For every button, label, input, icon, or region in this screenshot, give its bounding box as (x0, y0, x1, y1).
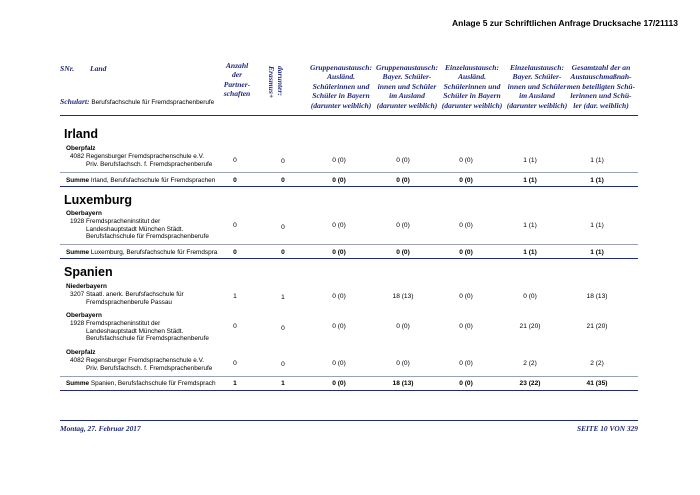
col-erasmus-l1: darunter: (276, 66, 285, 96)
col-partner-l2: der (231, 70, 243, 80)
sum-einzel-bayer: 23 (22) (519, 380, 541, 387)
school-name-line1: 4082 Regensburger Fremdsprachenschule e.V. (70, 357, 205, 364)
col-gs-l5: ler (dar. weiblich) (573, 100, 629, 110)
col-partner-l1: Anzahl (225, 61, 249, 70)
school-entry (70, 320, 209, 343)
school-entry (70, 218, 209, 241)
value-gruppen-auslaend: 0 (0) (332, 222, 346, 229)
sum-einzel-auslaend: 0 (0) (459, 380, 473, 387)
school-name-line3: Berufsfachschule für Fremdsprachenberufe (86, 335, 209, 343)
col-schulart (60, 97, 214, 106)
col-partner-l3: Partner- (223, 79, 251, 89)
value-gesamt: 1 (1) (590, 222, 604, 229)
value-partner: 1 (233, 293, 237, 300)
col-erasmus (266, 66, 285, 110)
col-gruppen-auslaend (304, 63, 378, 110)
school-name-line2: Priv. Berufsfachsch. f. Fremdsprachenberufe (86, 364, 213, 372)
sum-gruppen-auslaend: 0 (0) (332, 249, 346, 256)
footer-rule (60, 420, 638, 421)
col-partner (218, 61, 256, 99)
summary-rule-top (60, 172, 638, 173)
col-gb-l1: Gruppenaustausch: (375, 63, 439, 72)
school-entry (70, 153, 212, 168)
value-einzel-auslaend: 0 (0) (459, 360, 473, 367)
school-name-line2: Fremdsprachenberufe Passau (86, 298, 172, 306)
value-erasmus: 0 (281, 361, 285, 368)
col-ea-l3: Schülerinnen und (443, 81, 501, 91)
country-heading-irland: Irland (64, 127, 99, 141)
value-einzel-bayer: 2 (2) (523, 360, 537, 367)
col-ea-l5: (darunter weiblich) (441, 100, 503, 110)
sum-erasmus: 0 (281, 177, 285, 184)
col-ea-l1: Einzelaustausch: (444, 63, 500, 72)
school-name-line2: Landeshauptstadt München Städt. (86, 225, 184, 233)
col-eb-l4: im Ausland (519, 91, 555, 101)
col-gs-l4: lerinnen und Schü- (570, 91, 632, 101)
summary-text: Luxemburg, Berufsfachschule für Fremdspra (90, 249, 218, 256)
sum-gruppen-auslaend: 0 (0) (332, 177, 346, 184)
summary-rule-top (60, 376, 638, 377)
value-gesamt: 1 (1) (590, 157, 604, 164)
value-einzel-auslaend: 0 (0) (459, 323, 473, 330)
col-gb-l2: Bayer. Schüler- (382, 72, 432, 82)
value-partner: 0 (233, 323, 237, 330)
col-gb-l5: (darunter weiblich) (376, 100, 438, 110)
school-name-line1: 1928 Fremdspracheninstitut der (70, 320, 161, 327)
col-gs-l3: men beteiligten Schü- (566, 81, 636, 91)
value-gesamt: 21 (20) (586, 323, 608, 330)
document-title: Anlage 5 zur Schriftlichen Anfrage Drucksache 17/21113 (452, 18, 678, 28)
sum-gruppen-bayer: 0 (0) (396, 177, 410, 184)
value-einzel-bayer: 1 (1) (523, 222, 537, 229)
value-gruppen-bayer: 0 (0) (396, 157, 410, 164)
col-ga-l5: (darunter weiblich) (310, 100, 372, 110)
school-entry (70, 357, 212, 372)
value-partner: 0 (233, 157, 237, 164)
sum-einzel-bayer: 1 (1) (523, 177, 537, 184)
sum-gesamt: 1 (1) (590, 177, 604, 184)
summary-label (66, 380, 224, 387)
country-heading-luxemburg: Luxemburg (64, 193, 133, 207)
sum-gruppen-auslaend: 0 (0) (332, 380, 346, 387)
schulart-value: Berufsfachschule für Fremdsprachenberufe (91, 99, 215, 106)
school-name-line1: 1928 Fremdspracheninstitut der (70, 218, 161, 225)
schulart-label: Schulart: (60, 97, 90, 106)
col-ea-l2: Ausländ. (457, 72, 487, 82)
value-gruppen-bayer: 0 (0) (396, 360, 410, 367)
summary-word: Summe (66, 177, 90, 184)
school-name-line1: 4082 Regensburger Fremdsprachenschule e.V. (70, 153, 205, 160)
col-gb-l3: innen und Schüler (377, 81, 437, 91)
value-gruppen-auslaend: 0 (0) (332, 157, 346, 164)
value-gruppen-auslaend: 0 (0) (332, 323, 346, 330)
value-gesamt: 2 (2) (590, 360, 604, 367)
col-gruppen-bayer (370, 63, 444, 110)
value-erasmus: 1 (281, 294, 285, 301)
section-rule (60, 258, 638, 259)
col-gs-l1: Gesamtzahl der an (571, 63, 631, 72)
value-einzel-auslaend: 0 (0) (459, 293, 473, 300)
sum-gesamt: 41 (35) (586, 380, 608, 387)
value-einzel-auslaend: 0 (0) (459, 222, 473, 229)
section-rule (60, 186, 638, 187)
summary-text: Spanien, Berufsfachschule für Fremdsprach (90, 380, 216, 387)
school-name-line3: Berufsfachschule für Fremdsprachenberufe (86, 233, 209, 241)
summary-label (66, 249, 224, 256)
region-heading: Oberpfalz (66, 145, 96, 152)
summary-word: Summe (66, 380, 90, 387)
sum-erasmus: 1 (281, 380, 285, 387)
col-ga-l1: Gruppenaustausch: (309, 63, 373, 72)
region-heading: Oberbayern (66, 312, 102, 319)
col-eb-l3: innen und Schüler (507, 81, 567, 91)
value-gruppen-bayer: 0 (0) (396, 323, 410, 330)
region-heading: Oberpfalz (66, 349, 96, 356)
col-ga-l4: Schüler in Bayern (312, 91, 370, 101)
col-eb-l2: Bayer. Schüler- (512, 72, 562, 82)
col-einzel-auslaend (435, 63, 509, 110)
col-eb-l1: Einzelaustausch: (509, 63, 565, 72)
value-gruppen-auslaend: 0 (0) (332, 360, 346, 367)
col-gb-l4: im Ausland (389, 91, 425, 101)
summary-rule-top (60, 244, 638, 245)
sum-einzel-bayer: 1 (1) (523, 249, 537, 256)
school-name-line2: Landeshauptstadt München Städt. (86, 327, 184, 335)
col-land: Land (90, 64, 107, 73)
region-heading: Oberbayern (66, 210, 102, 217)
value-partner: 0 (233, 360, 237, 367)
value-gesamt: 18 (13) (586, 293, 608, 300)
value-einzel-auslaend: 0 (0) (459, 157, 473, 164)
school-name-line1: 3207 Staatl. anerk. Berufsfachschule für (70, 291, 184, 298)
col-gs-l2: Austauschmaßnah- (570, 72, 632, 82)
sum-gruppen-bayer: 18 (13) (392, 380, 414, 387)
sum-gruppen-bayer: 0 (0) (396, 249, 410, 256)
summary-text: Irland, Berufsfachschule für Fremdsprachen (90, 177, 216, 184)
col-erasmus-l2: Erasmus+ (266, 66, 276, 99)
col-partner-l4: schaften (223, 89, 251, 99)
region-heading: Niederbayern (66, 283, 107, 290)
section-rule (60, 390, 638, 391)
col-ea-l4: Schüler in Bayern (443, 91, 501, 101)
header-rule (60, 115, 638, 116)
summary-word: Summe (66, 249, 90, 256)
value-gruppen-auslaend: 0 (0) (332, 293, 346, 300)
school-name-line2: Priv. Berufsfachsch. f. Fremdsprachenberufe (86, 160, 213, 168)
country-heading-spanien: Spanien (64, 265, 113, 279)
sum-partner: 1 (233, 380, 237, 387)
value-erasmus: 0 (281, 325, 285, 332)
footer-date: Montag, 27. Februar 2017 (60, 424, 141, 433)
col-snr: SNr. (60, 64, 75, 73)
sum-erasmus: 0 (281, 249, 285, 256)
col-eb-l5: (darunter weiblich) (506, 100, 568, 110)
value-erasmus: 0 (281, 158, 285, 165)
summary-label (66, 177, 224, 184)
value-einzel-bayer: 0 (0) (523, 293, 537, 300)
value-einzel-bayer: 21 (20) (519, 323, 541, 330)
footer-page-number: SEITE 10 VON 329 (577, 424, 638, 433)
value-gruppen-bayer: 18 (13) (392, 293, 414, 300)
sum-partner: 0 (233, 249, 237, 256)
sum-gesamt: 1 (1) (590, 249, 604, 256)
sum-einzel-auslaend: 0 (0) (459, 177, 473, 184)
sum-partner: 0 (233, 177, 237, 184)
value-erasmus: 0 (281, 224, 285, 231)
col-ga-l3: Schülerinnen und (312, 81, 370, 91)
value-gruppen-bayer: 0 (0) (396, 222, 410, 229)
value-einzel-bayer: 1 (1) (523, 157, 537, 164)
col-gesamt (561, 63, 641, 110)
value-partner: 0 (233, 222, 237, 229)
school-entry (70, 291, 184, 306)
sum-einzel-auslaend: 0 (0) (459, 249, 473, 256)
col-ga-l2: Ausländ. (326, 72, 356, 82)
